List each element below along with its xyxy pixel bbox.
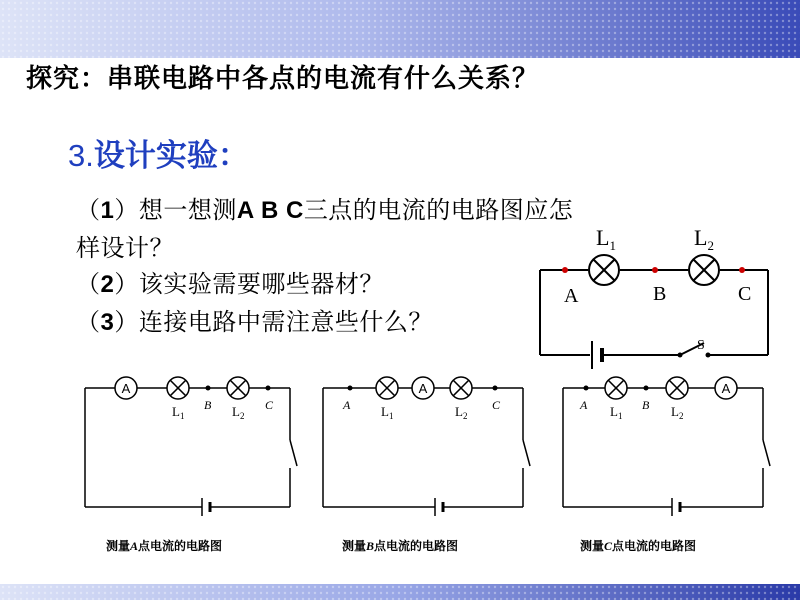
lamp-L2-icon bbox=[450, 377, 472, 399]
section-number: 3. bbox=[68, 138, 94, 173]
battery-icon bbox=[672, 498, 680, 516]
section-text: 设计实验： bbox=[93, 138, 249, 174]
question-1-cont: 样设计？ bbox=[76, 234, 174, 262]
caption: 测量C点电流的电路图 bbox=[580, 539, 697, 553]
lamp-L2-icon bbox=[666, 377, 688, 399]
point-b-label: B bbox=[653, 283, 667, 305]
point-a-label: A bbox=[580, 398, 588, 412]
svg-text:L1: $L_1$ bbox=[381, 404, 394, 421]
battery-icon bbox=[592, 341, 602, 369]
switch-label: S bbox=[697, 338, 705, 353]
circuit-measure-c bbox=[558, 372, 783, 562]
caption: 测量A点电流的电路图 bbox=[106, 539, 223, 553]
point-a-label: A bbox=[343, 398, 351, 412]
ammeter-icon bbox=[115, 377, 137, 399]
svg-text:L1: $L_1$ bbox=[610, 404, 623, 421]
svg-text:A: A bbox=[121, 381, 131, 396]
question-1: （1）想一想测A B C三点的电流的电路图应怎 bbox=[76, 196, 574, 224]
bottom-banner bbox=[0, 584, 800, 600]
point-c-label: C bbox=[738, 283, 752, 305]
lamp-L1-icon bbox=[589, 255, 619, 285]
question-2: （2）该实验需要哪些器材？ bbox=[76, 270, 384, 298]
ammeter-icon bbox=[412, 377, 434, 399]
svg-text:A: A bbox=[418, 381, 428, 396]
svg-text:L2: $L_2$ bbox=[455, 404, 468, 421]
point-b-label: B bbox=[642, 398, 650, 412]
point-b-label: B bbox=[204, 398, 212, 412]
svg-text:L2: $L_2$ bbox=[232, 404, 245, 421]
point-a-label: A bbox=[564, 285, 579, 307]
point-b-marker bbox=[652, 267, 658, 273]
question-3: （3）连接电路中需注意些什么？ bbox=[76, 308, 433, 336]
lamp-L1-icon bbox=[376, 377, 398, 399]
slide-title: 探究：串联电路中各点的电流有什么关系？ bbox=[26, 64, 540, 94]
lamp-L2-label: $L_2$ bbox=[694, 225, 714, 253]
point-c-marker bbox=[739, 267, 745, 273]
main-circuit-diagram bbox=[520, 215, 790, 375]
section-title bbox=[68, 130, 249, 175]
circuit-measure-b bbox=[318, 372, 543, 562]
caption: 测量B点电流的电路图 bbox=[342, 539, 459, 553]
point-c-label: C bbox=[492, 398, 501, 412]
lamp-L2-icon bbox=[227, 377, 249, 399]
top-banner bbox=[0, 0, 800, 58]
svg-text:L1: $L_1$ bbox=[172, 404, 185, 421]
lamp-L1-icon bbox=[605, 377, 627, 399]
svg-text:L2: $L_2$ bbox=[671, 404, 684, 421]
svg-text:A: A bbox=[721, 381, 731, 396]
battery-icon bbox=[435, 498, 443, 516]
point-a-marker bbox=[562, 267, 568, 273]
lamp-L2-icon bbox=[689, 255, 719, 285]
battery-icon bbox=[202, 498, 210, 516]
lamp-L1-label: $L_1$ bbox=[596, 225, 616, 253]
circuit-measure-a bbox=[80, 372, 305, 562]
lamp-L1-icon bbox=[167, 377, 189, 399]
switch-icon bbox=[678, 343, 711, 358]
ammeter-icon bbox=[715, 377, 737, 399]
point-c-label: C bbox=[265, 398, 274, 412]
